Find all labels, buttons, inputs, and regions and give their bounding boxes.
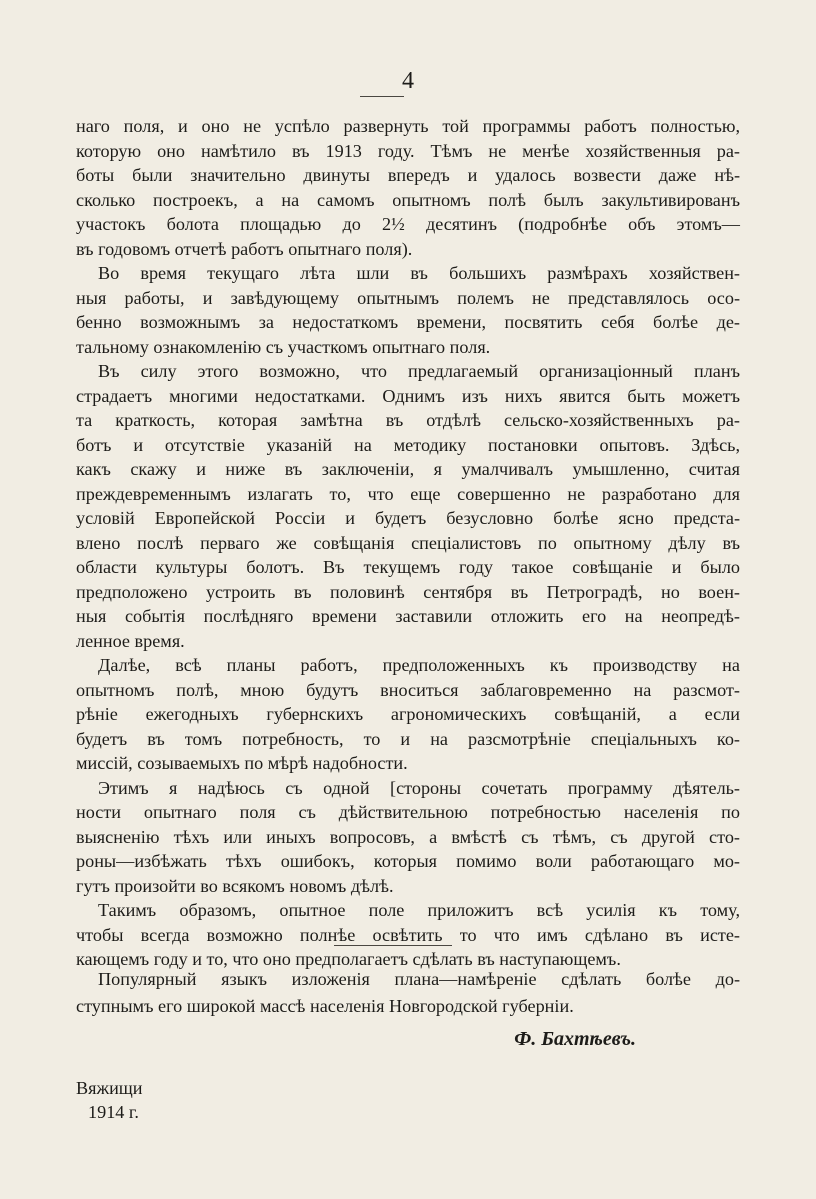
text-line: ленное время. [76,630,185,651]
text-line: боты были значительно двинуты впередъ и удалось возвести даже нѣ- [76,165,740,185]
note-line: ступнымъ его широкой массѣ населенія Новгородской губерніи. [76,996,574,1016]
date: 1914 г. [88,1102,139,1122]
text-line: та краткость, которая замѣтна въ отдѣлѣ сельско-хозяйственныхъ ра- [76,410,740,430]
text-line: кающемъ году и то, что оно предполагаетъ сдѣлать въ наступающемъ. [76,949,621,969]
text-line: наго поля, и оно не успѣло развернуть той программы работъ полностью, [76,116,740,136]
text-line: гутъ произойти во всякомъ новомъ дѣлѣ. [76,875,394,896]
section-divider [334,945,452,946]
text-line: участокъ болота площадью до 2½ десятинъ (подробнѣе объ этомъ— [76,214,740,234]
text-line: предположено устроить въ половинѣ сентября въ Петроградѣ, но воен- [76,581,740,602]
signature: Ф. Бахтѣевъ. [514,1028,636,1050]
text-line: сколько построекъ, а на самомъ опытномъ полѣ былъ закультивированъ [76,189,740,210]
text-line: Такимъ образомъ, опытное поле приложитъ всѣ усилія къ тому, [98,900,740,920]
text-line: Далѣе, всѣ планы работъ, предположенныхъ къ производству на [98,655,740,675]
text-line: чтобы всегда возможно полнѣе освѣтить то что имъ сдѣлано въ исте- [76,924,740,945]
body-text [76,114,740,972]
text-line: Этимъ я надѣюсь съ одной [стороны сочетать программу дѣятель- [98,777,740,798]
text-line: Во время текущаго лѣта шли въ большихъ размѣрахъ хозяйствен- [98,263,740,283]
text-line: страдаетъ многими недостатками. Однимъ изъ нихъ явится быть можетъ [76,385,740,406]
text-line: преждевременнымъ излагать то, что еще совершенно не разработано для [76,483,740,504]
text-line: области культуры болотъ. Въ текущемъ году такое совѣщаніе и было [76,557,740,577]
text-line: условій Европейской Россіи и будетъ безусловно болѣе ясно предста- [76,508,740,528]
text-line: ботъ и отсутствіе указаній на методику постановки опытовъ. Здѣсь, [76,434,740,455]
text-line: будетъ въ томъ потребность, то и на разсмотрѣніе спеціальныхъ ко- [76,728,740,749]
text-line: опытномъ полѣ, мною будутъ вноситься заблаговременно на разсмот- [76,679,740,700]
note-line: Популярный языкъ изложенія плана—намѣреніе сдѣлать болѣе до- [98,969,740,989]
text-line: ности опытнаго поля съ дѣйствительною потребностью населенія по [76,802,740,822]
text-line: роны—избѣжать тѣхъ ошибокъ, которыя помимо воли работающаго мо- [76,851,740,871]
text-line: Въ силу этого возможно, что предлагаемый организаціонный планъ [98,361,740,381]
text-line: рѣніе ежегодныхъ губернскихъ агрономическихъ совѣщаній, а если [76,704,740,724]
text-line: тальному ознакомленію съ участкомъ опытнаго поля. [76,336,491,357]
page-number-rule [360,96,404,97]
text-line: бенно возможнымъ за недостаткомъ времени, посвятить себя болѣе де- [76,312,740,332]
text-line: которую оно намѣтило въ 1913 году. Тѣмъ не менѣе хозяйственныя ра- [76,140,740,161]
place-and-date [76,1076,143,1124]
text-line: миссій, созываемыхъ по мѣрѣ надобности. [76,753,408,773]
place-name: Вяжищи [76,1078,143,1098]
text-line: ныя событія послѣдняго времени заставили отложить его на неопредѣ- [76,606,740,626]
note-text [76,966,740,1020]
text-line: какъ скажу и ниже въ заключеніи, я умалчивалъ умышленно, считая [76,459,740,479]
text-line: выясненію тѣхъ или иныхъ вопросовъ, а вмѣстѣ съ тѣмъ, съ другой сто- [76,826,740,847]
page-number: 4 [402,68,414,94]
text-line: ныя работы, и завѣдующему опытнымъ полемъ не представлялось осо- [76,287,740,308]
text-line: влено послѣ перваго же совѣщанія спеціалистовъ по опытному дѣлу въ [76,532,740,553]
text-line: въ годовомъ отчетѣ работъ опытнаго поля). [76,238,413,259]
